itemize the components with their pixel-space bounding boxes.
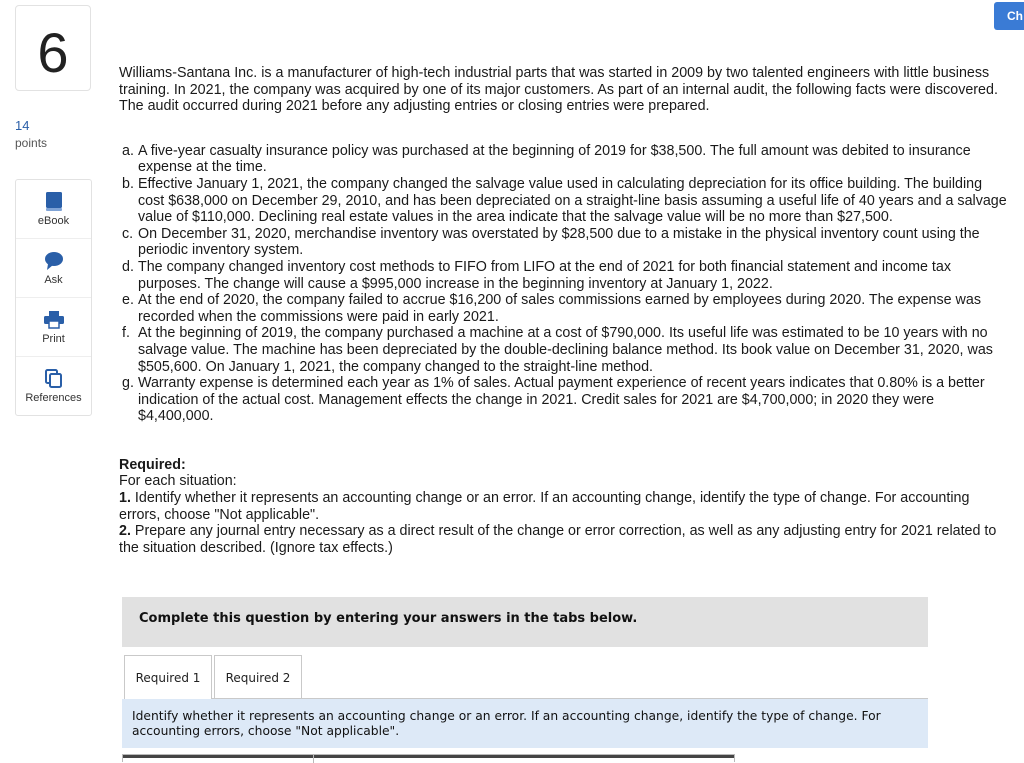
- references-button[interactable]: [16, 357, 91, 415]
- question-number-box: [15, 5, 91, 91]
- fact-text: Warranty expense is determined each year as 1% of sales. Actual payment experience of recent years indicates that 0.80% is a better indication of the actual cost. Management effects the change in 2021. Credit sales for 2021 are $4,700,000; in 2020 they were $4,400,000.: [138, 375, 985, 425]
- tab-required-1[interactable]: Required 1: [124, 655, 212, 699]
- fact-text: A five-year casualty insurance policy was purchased at the beginning of 2019 for $38,500. The full amount was debited to insurance expense at the time.: [138, 142, 971, 176]
- complete-prompt: Complete this question by entering your answers in the tabs below.: [122, 597, 928, 647]
- requirement-2-text: Prepare any journal entry necessary as a direct result of the change or error correction, as well as any adjusting entry for 2021 related to the situation described. (Ignore tax effects.): [119, 523, 997, 556]
- ebook-label: eBook: [37, 215, 70, 227]
- fact-item: [119, 292, 1009, 325]
- requirement-1-number: 1.: [119, 490, 131, 507]
- ebook-button[interactable]: [16, 180, 91, 239]
- required-section: [119, 457, 1009, 557]
- chat-bubble-icon: [16, 250, 91, 272]
- fact-text: Effective January 1, 2021, the company changed the salvage value used in calculating depreciation for its office building. The building cost $638,000 on December 29, 2010, and has been depreciated on a straight-line basis assuming a useful life of 40 years and a salvage value of $110,000. Declining real estate values in the area indicate that the salvage value will be no more than $27,500.: [138, 175, 1007, 226]
- requirement-1: [119, 490, 1009, 523]
- fact-letter: g.: [122, 375, 134, 392]
- requirement-1-text: Identify whether it represents an accounting change or an error. If an accounting change, identify the type of change. For accounting errors, choose "Not applicable".: [119, 490, 970, 523]
- requirement-2: [119, 523, 1009, 556]
- printer-icon: [16, 309, 91, 331]
- fact-item: [119, 325, 1009, 375]
- ask-button[interactable]: [16, 239, 91, 298]
- answer-table: [122, 754, 735, 762]
- book-icon: [16, 191, 91, 213]
- fact-letter: c.: [122, 225, 134, 242]
- fact-text: At the beginning of 2019, the company purchased a machine at a cost of $790,000. Its useful life was estimated to be 10 years with no salvage value. The machine has been depreciated by the double-declining balance method. Its book value on December 31, 2020, was $505,600. On January 1, 2021, the company changed to the straight-line method.: [138, 325, 993, 375]
- check-answer-button[interactable]: Ch: [994, 2, 1024, 30]
- tab-required-2[interactable]: Required 2: [214, 655, 302, 699]
- fact-text: On December 31, 2020, merchandise inventory was overstated by $28,500 due to a mistake in the physical inventory count using the periodic inventory system.: [138, 225, 980, 259]
- references-label: References: [25, 392, 82, 404]
- tab-instructions: Identify whether it represents an accounting change or an error. If an accounting change, identify the type of change. For accounting errors, choose "Not applicable".: [122, 699, 928, 748]
- fact-letter: d.: [122, 258, 134, 275]
- fact-text: The company changed inventory cost methods to FIFO from LIFO at the end of 2021 for both financial statement and income tax purposes. The change will cause a $995,000 increase in the beginning inventory at January 1, 2022.: [138, 258, 951, 292]
- fact-letter: b.: [122, 175, 134, 192]
- fact-item: [119, 259, 1009, 292]
- fact-letter: a.: [122, 142, 134, 159]
- fact-letter: e.: [122, 292, 134, 309]
- print-button[interactable]: [16, 298, 91, 357]
- ask-label: Ask: [44, 274, 63, 286]
- problem-intro: Williams-Santana Inc. is a manufacturer of high-tech industrial parts that was started in 2009 by two talented engineers with little business training. In 2021, the company was acquired by one of its major customers. As part of an internal audit, the following facts were discovered. The audit occurred during 2021 before any adjusting entries or closing entries were prepared.: [119, 65, 998, 115]
- fact-letter: f.: [122, 325, 130, 342]
- fact-item: [119, 143, 1009, 176]
- print-label: Print: [42, 333, 65, 345]
- copy-pages-icon: [16, 368, 91, 390]
- requirement-2-number: 2.: [119, 523, 131, 540]
- question-number: 6: [37, 21, 69, 84]
- points-label: points: [15, 136, 48, 150]
- problem-content: [119, 65, 1009, 556]
- answer-table-header: [123, 755, 734, 758]
- required-heading: Required:: [119, 456, 186, 473]
- tools-sidebar: [15, 179, 92, 416]
- fact-item: [119, 375, 1009, 425]
- points-value: 14: [15, 118, 30, 133]
- fact-text: At the end of 2020, the company failed to accrue $16,200 of sales commissions earned by employees during 2020. The expense was recorded when the commissions were paid in early 2021.: [138, 292, 981, 325]
- fact-item: [119, 226, 1009, 259]
- fact-item: [119, 176, 1009, 226]
- required-lead: For each situation:: [119, 473, 237, 490]
- facts-list: [119, 143, 1009, 425]
